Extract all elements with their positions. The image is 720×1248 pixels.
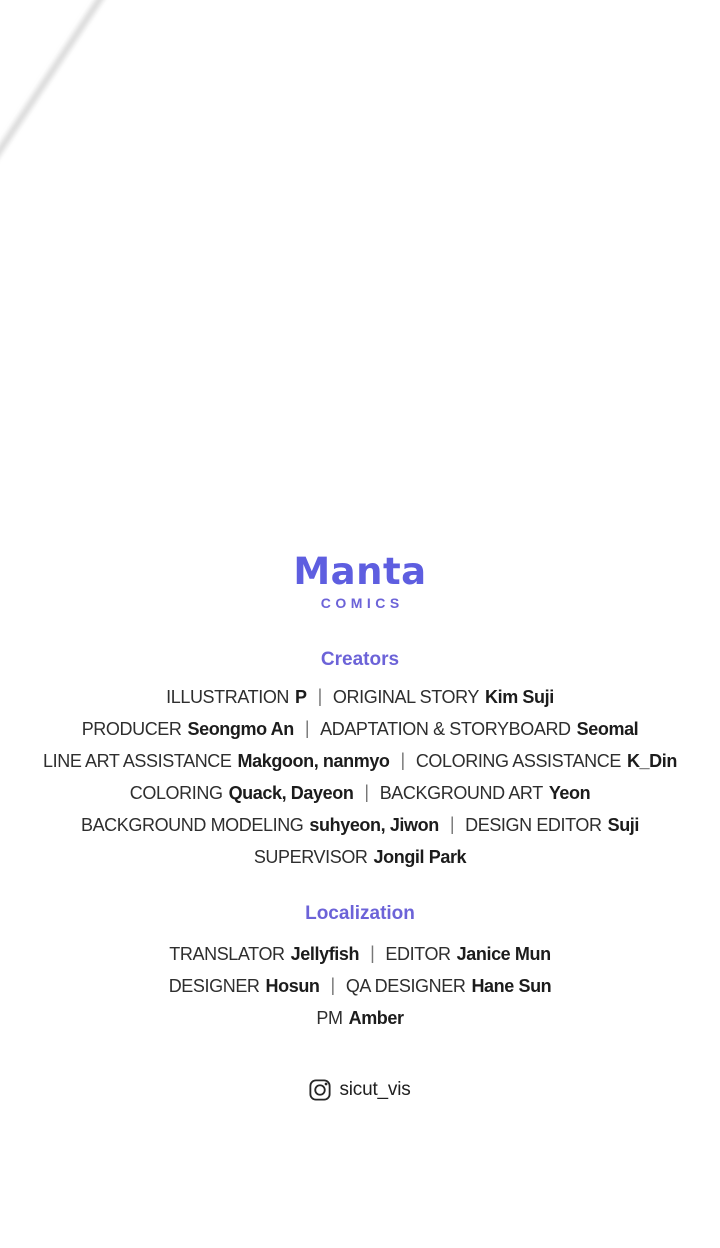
credit-line [0, 970, 720, 1002]
credit-role: DESIGN EDITOR [465, 815, 602, 835]
credit-role: BACKGROUND ART [379, 783, 543, 803]
credit-name: Jellyfish [290, 944, 360, 964]
separator-bar: | [364, 782, 369, 802]
credit-role: ADAPTATION & STORYBOARD [320, 719, 571, 739]
credit-role: EDITOR [385, 944, 451, 964]
credit-line [0, 841, 720, 873]
separator-bar: | [449, 814, 455, 834]
separator-bar: | [304, 718, 310, 738]
credit-role: PM [316, 1008, 343, 1028]
credit-line [0, 745, 720, 777]
credit-line [0, 713, 720, 745]
creators-credit-list [0, 681, 720, 873]
credit-line [0, 809, 720, 841]
credit-name: Janice Mun [456, 944, 551, 964]
credit-role: COLORING [129, 783, 223, 803]
credit-role: PRODUCER [81, 719, 182, 739]
credit-name: Hosun [265, 976, 320, 996]
credit-role: DESIGNER [168, 976, 260, 996]
localization-section [0, 902, 720, 1034]
credit-role: COLORING ASSISTANCE [415, 751, 621, 771]
credit-role: TRANSLATOR [169, 944, 285, 964]
separator-bar: | [330, 975, 335, 995]
credit-line [0, 1002, 720, 1034]
manta-logo [0, 552, 720, 611]
separator-bar: | [400, 750, 405, 770]
credit-role: QA DESIGNER [345, 976, 466, 996]
credit-line [0, 777, 720, 809]
credit-name: Quack, Dayeon [228, 783, 354, 803]
credit-name: Hane Sun [471, 976, 552, 996]
separator-bar: | [370, 943, 375, 963]
panel-edge-streak [0, 0, 116, 165]
social-row [0, 1076, 720, 1104]
credit-name: Kim Suji [485, 687, 554, 707]
credit-name: Makgoon, nanmyo [237, 751, 390, 771]
credit-name: suhyeon, Jiwon [309, 815, 439, 835]
credit-role: ORIGINAL STORY [332, 687, 480, 707]
credit-name: Yeon [548, 783, 591, 803]
credit-name: Seongmo An [187, 719, 294, 739]
creators-heading: Creators [320, 649, 400, 670]
credit-name: Amber [348, 1008, 404, 1028]
localization-credit-list [0, 938, 720, 1034]
credit-name: Seomal [576, 719, 639, 739]
credit-name: Suji [607, 815, 640, 835]
credit-role: BACKGROUND MODELING [80, 815, 304, 835]
creators-section [0, 648, 720, 873]
credit-line [0, 938, 720, 970]
credit-role: LINE ART ASSISTANCE [43, 751, 232, 771]
separator-bar: | [317, 686, 322, 706]
credit-role: ILLUSTRATION [166, 687, 290, 707]
credit-name: K_Din [626, 751, 677, 771]
credit-name: P [295, 687, 307, 707]
credit-line [0, 681, 720, 713]
instagram-icon [309, 1079, 331, 1101]
credit-name: Jongil Park [373, 847, 467, 867]
credit-role: SUPERVISOR [253, 847, 368, 867]
localization-heading: Localization [305, 903, 415, 924]
social-handle: sicut_vis [339, 1079, 411, 1100]
manta-logo-comics-label: COMICS [320, 595, 404, 611]
manta-logo-wordmark: Manta [293, 550, 427, 593]
